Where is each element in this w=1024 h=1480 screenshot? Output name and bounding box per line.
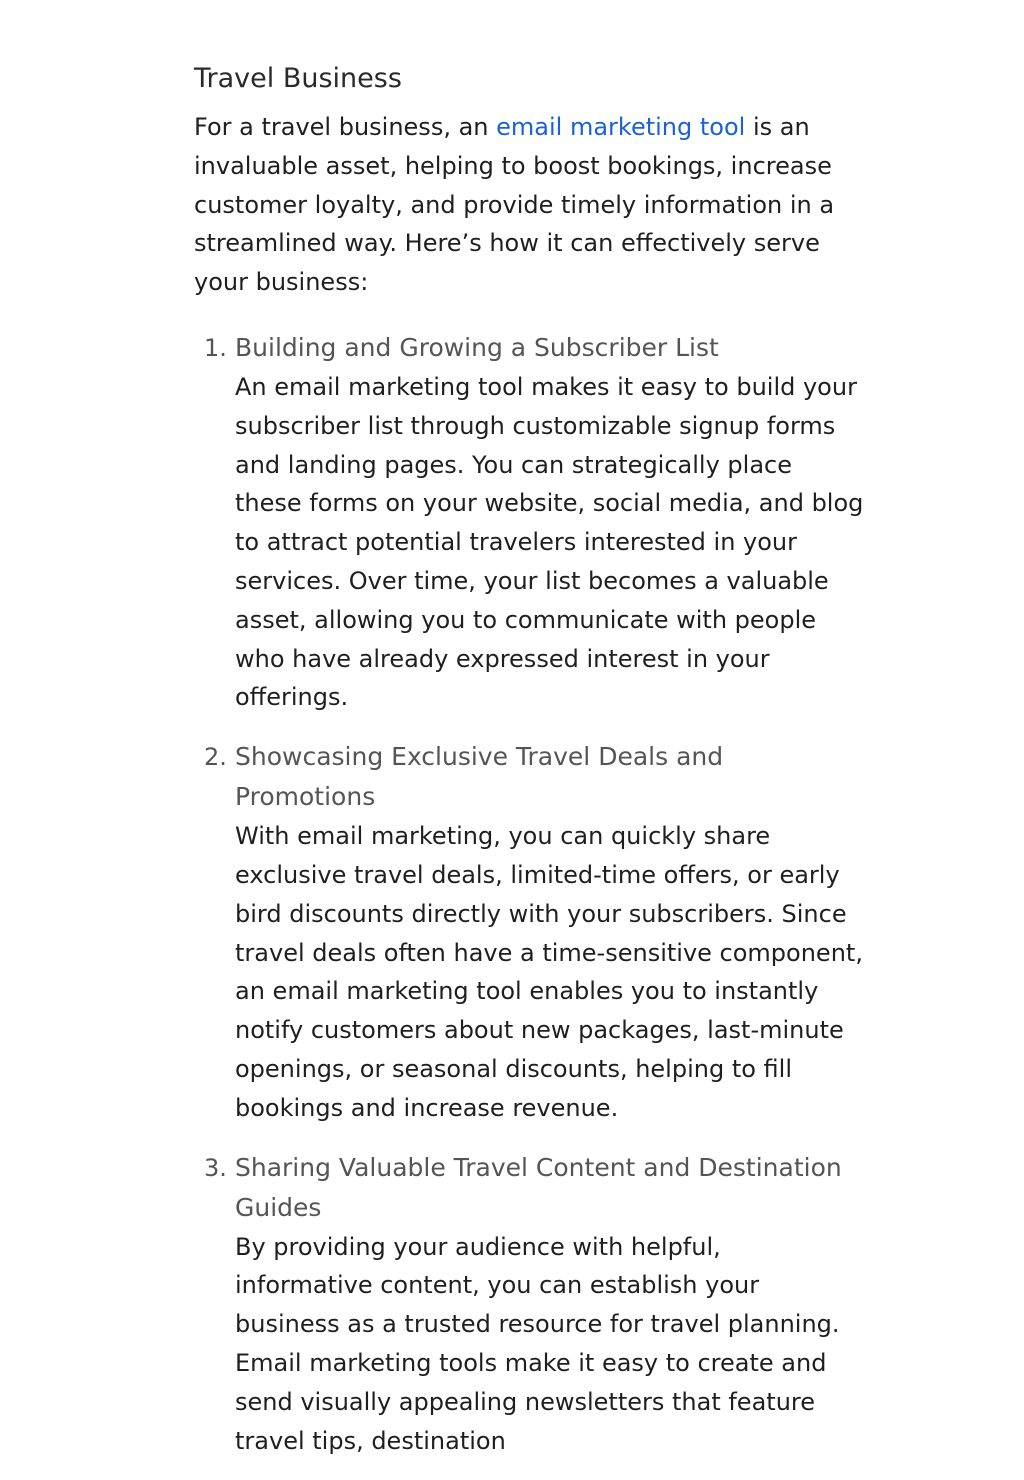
- intro-paragraph: [194, 108, 864, 302]
- list-item-body: With email marketing, you can quickly share exclusive travel deals, limited-time offers, or early bird discounts directly with your subscribers. Since travel deals often have a time-sensitive component, an email marketing tool enables you to instantly notify customers about new packages, last-minute openings, or seasonal discounts, helping to fill bookings and increase revenue.: [235, 822, 863, 1122]
- email-marketing-tool-link[interactable]: email marketing tool: [496, 113, 746, 141]
- section-title: Travel Business: [194, 63, 402, 94]
- list-item-heading: Showcasing Exclusive Travel Deals and Promotions: [235, 742, 724, 812]
- list-item-body: An email marketing tool makes it easy to build your subscriber list through customizable signup forms and landing pages. You can strategically place these forms on your website, social media, and blog to attract potential travelers interested in your services. Over time, your list becomes a valuable asset, allowing you to communicate with people who have already expressed interest in your offerings.: [235, 372, 864, 712]
- article: [194, 60, 864, 1480]
- list-item-number: 3.: [204, 1153, 227, 1182]
- list-item: [194, 328, 864, 717]
- list-item-body: By providing your audience with helpful, informative content, you can establish your business as a trusted resource for travel planning. Email marketing tools make it easy to create and send visually appealing newsletters that feature travel tips, destination: [235, 1232, 840, 1455]
- list-item-heading: Sharing Valuable Travel Content and Destination Guides: [235, 1152, 842, 1222]
- list-item-heading: Building and Growing a Subscriber List: [235, 332, 719, 362]
- intro-text-after-link: is an invaluable asset, helping to boost bookings, increase customer loyalty, and provide timely information in a streamlined way. Here’s how it can effectively serve your business:: [194, 113, 835, 297]
- list-item-number: 2.: [204, 743, 227, 772]
- benefits-list: [194, 328, 864, 1460]
- list-item: [194, 1148, 864, 1461]
- list-item-number: 1.: [204, 333, 227, 362]
- intro-text-before-link: For a travel business, an: [194, 113, 497, 141]
- list-item: [194, 737, 864, 1127]
